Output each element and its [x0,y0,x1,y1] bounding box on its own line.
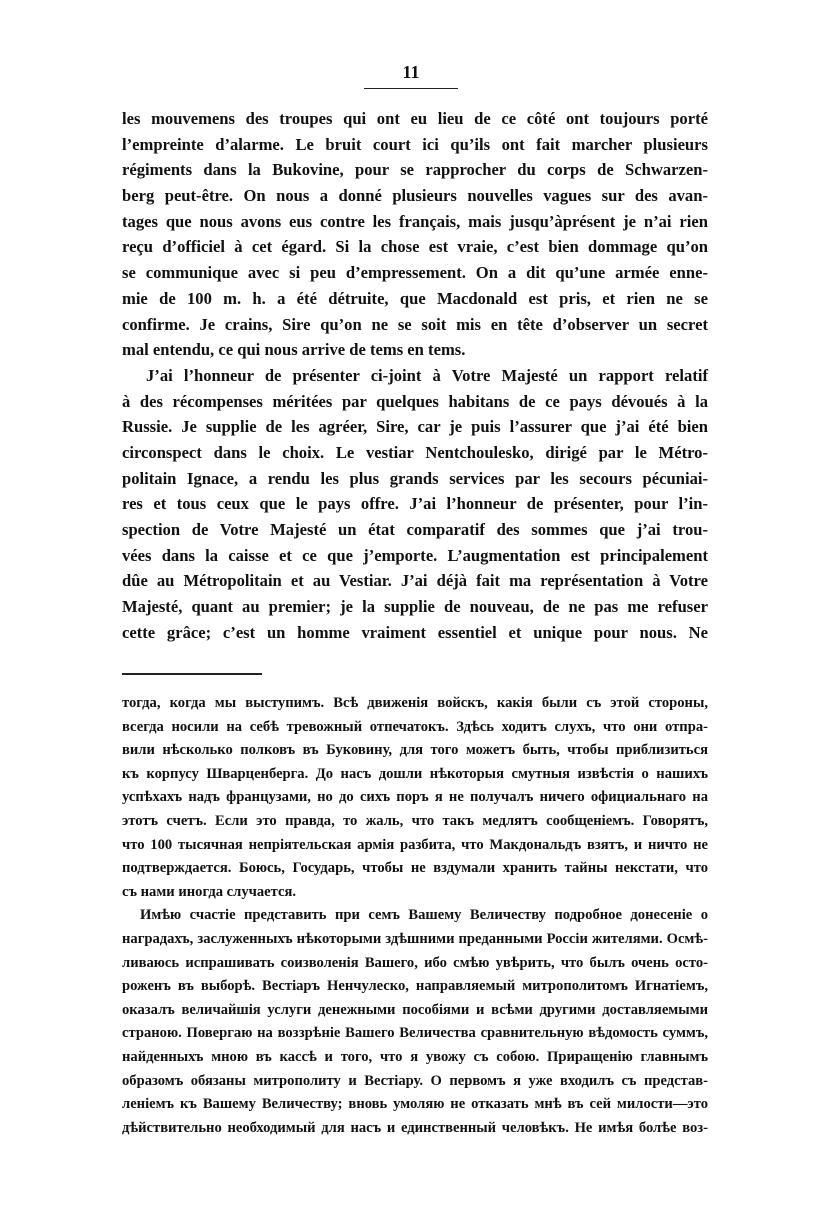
text-line: Имѣю счастіе представить при семъ Вашему Величеству подробное донесеніе о [140,907,708,924]
text-line: всегда носили на себѣ тревожный отпечатокъ. Здѣсь ходитъ слухъ, что они отпра- [122,718,708,735]
text-line: подтверждается. Боюсь, Государь, чтобы не вздумали хранить тайны некстати, что [122,860,708,877]
text-line: circonspect dans le choix. Le vestiar Nentchoulesko, dirigé par le Métro- [122,442,708,462]
russian-footnote-paragraph-2 [122,904,708,1140]
text-line: régiments dans la Bukovine, pour se rapprocher du corps de Schwarzen- [122,160,708,180]
french-paragraph-2 [122,363,708,646]
text-line: mie de 100 m. h. a été détruite, que Macdonald est pris, et rien ne se [122,288,708,308]
text-line: à des récompenses méritées par quelques habitans de ce pays dévoués à la [122,391,708,411]
text-line: politain Ignace, a rendu les plus grands services par les secours pécuniai- [122,468,708,488]
text-line: этотъ счетъ. Если это правда, то жаль, что такъ медлятъ сообщеніемъ. Говорятъ, [122,812,708,829]
text-line: тогда, когда мы выступимъ. Всѣ движенія войскъ, какія были съ этой стороны, [122,695,708,711]
text-line: найденныхъ мною въ кассѣ и того, что я увожу съ собою. Приращенію главнымъ [122,1048,708,1065]
text-line: дѣйствительно необходимый для насъ и единственный человѣкъ. Не имѣя болѣе воз- [122,1119,708,1136]
text-line: mal entendu, ce qui nous arrive de tems en tems. [122,340,466,360]
text-line: ливаюсь испрашивать соизволенія Вашего, ибо смѣю увѣрить, что былъ очень осто- [122,954,708,971]
page-number: 11 [402,62,420,82]
text-line: къ корпусу Шварценберга. До насъ дошли нѣкоторыя смутныя извѣстія о нашихъ [122,765,708,782]
text-line: вили нѣсколько полковъ въ Буковину, для того можетъ быть, чтобы приблизиться [122,742,708,759]
russian-footnote-paragraph-1 [122,692,708,904]
text-line: страною. Повергаю на воззрѣніе Вашего Величества сравнительную вѣдомость суммъ, [122,1025,708,1042]
text-line: dûe au Métropolitain et au Vestiar. J’ai déjà fait ma représentation à Votre [122,571,708,591]
page-number-rule [364,88,458,89]
text-line: l’empreinte d’alarme. Le bruit court ici qu’ils ont fait marcher plusieurs [122,134,708,154]
text-line: cette grâce; c’est un homme vraiment essentiel et unique pour nous. Ne [122,622,708,642]
text-line: Majesté, quant au premier; je la supplie de nouveau, de ne pas me refuser [122,597,708,617]
text-line: роженъ въ выборѣ. Вестіаръ Ненчулеско, направляемый митрополитомъ Игнатіемъ, [122,978,708,995]
french-paragraph-1 [122,106,708,363]
text-line: что 100 тысячная непріятельская армія разбита, что Макдональдъ взятъ, и ничто не [122,836,708,853]
text-line: J’ai l’honneur de présenter ci-joint à Votre Majesté un rapport relatif [146,365,708,385]
text-line: леніемъ къ Вашему Величеству; вновь умоляю не отказать мнѣ въ сей милости—это [122,1096,708,1113]
text-line: успѣхахъ надъ французами, но до сихъ поръ я не получалъ ничего официальнаго на [122,789,708,806]
text-line: confirme. Je crains, Sire qu’on ne se soit mis en tête d’observer un secret [122,314,708,334]
russian-footnote [122,692,708,1140]
text-line: vées dans la caisse et ce que j’emporte. L’augmentation est principalement [122,545,708,565]
text-line: se communique avec si peu d’empressement. On a dit qu’une armée enne- [122,263,708,283]
text-line: съ нами иногда случается. [122,883,297,900]
french-main-text [122,106,708,645]
text-line: оказалъ величайшія услуги денежными пособіями и всѣми другими доставляемыми [122,1001,708,1018]
text-line: les mouvemens des troupes qui ont eu lieu de ce côté ont toujours porté [122,109,708,128]
text-line: reçu d’officiel à cet égard. Si la chose est vraie, c’est bien dommage qu’on [122,237,708,257]
text-line: tages que nous avons eus contre les français, mais jusqu’àprésent je n’ai rien [122,211,708,231]
text-line: res et tous ceux que le pays offre. J’ai l’honneur de présenter, pour l’in- [122,494,708,514]
text-line: Russie. Je supplie de les agréer, Sire, car je puis l’assurer que j’ai été bien [122,417,708,437]
text-line: spection de Votre Majesté un état comparatif des sommes que j’ai trou- [122,520,708,539]
footnote-separator [122,673,262,675]
text-line: berg peut-être. On nous a donné plusieurs nouvelles vagues sur des avan- [122,186,708,206]
text-line: образомъ обязаны митрополиту и Вестіару. О первомъ я уже входилъ съ представ- [122,1072,708,1089]
text-line: наградахъ, заслуженныхъ нѣкоторыми здѣшними преданными Россіи жителями. Осмѣ- [122,930,708,947]
